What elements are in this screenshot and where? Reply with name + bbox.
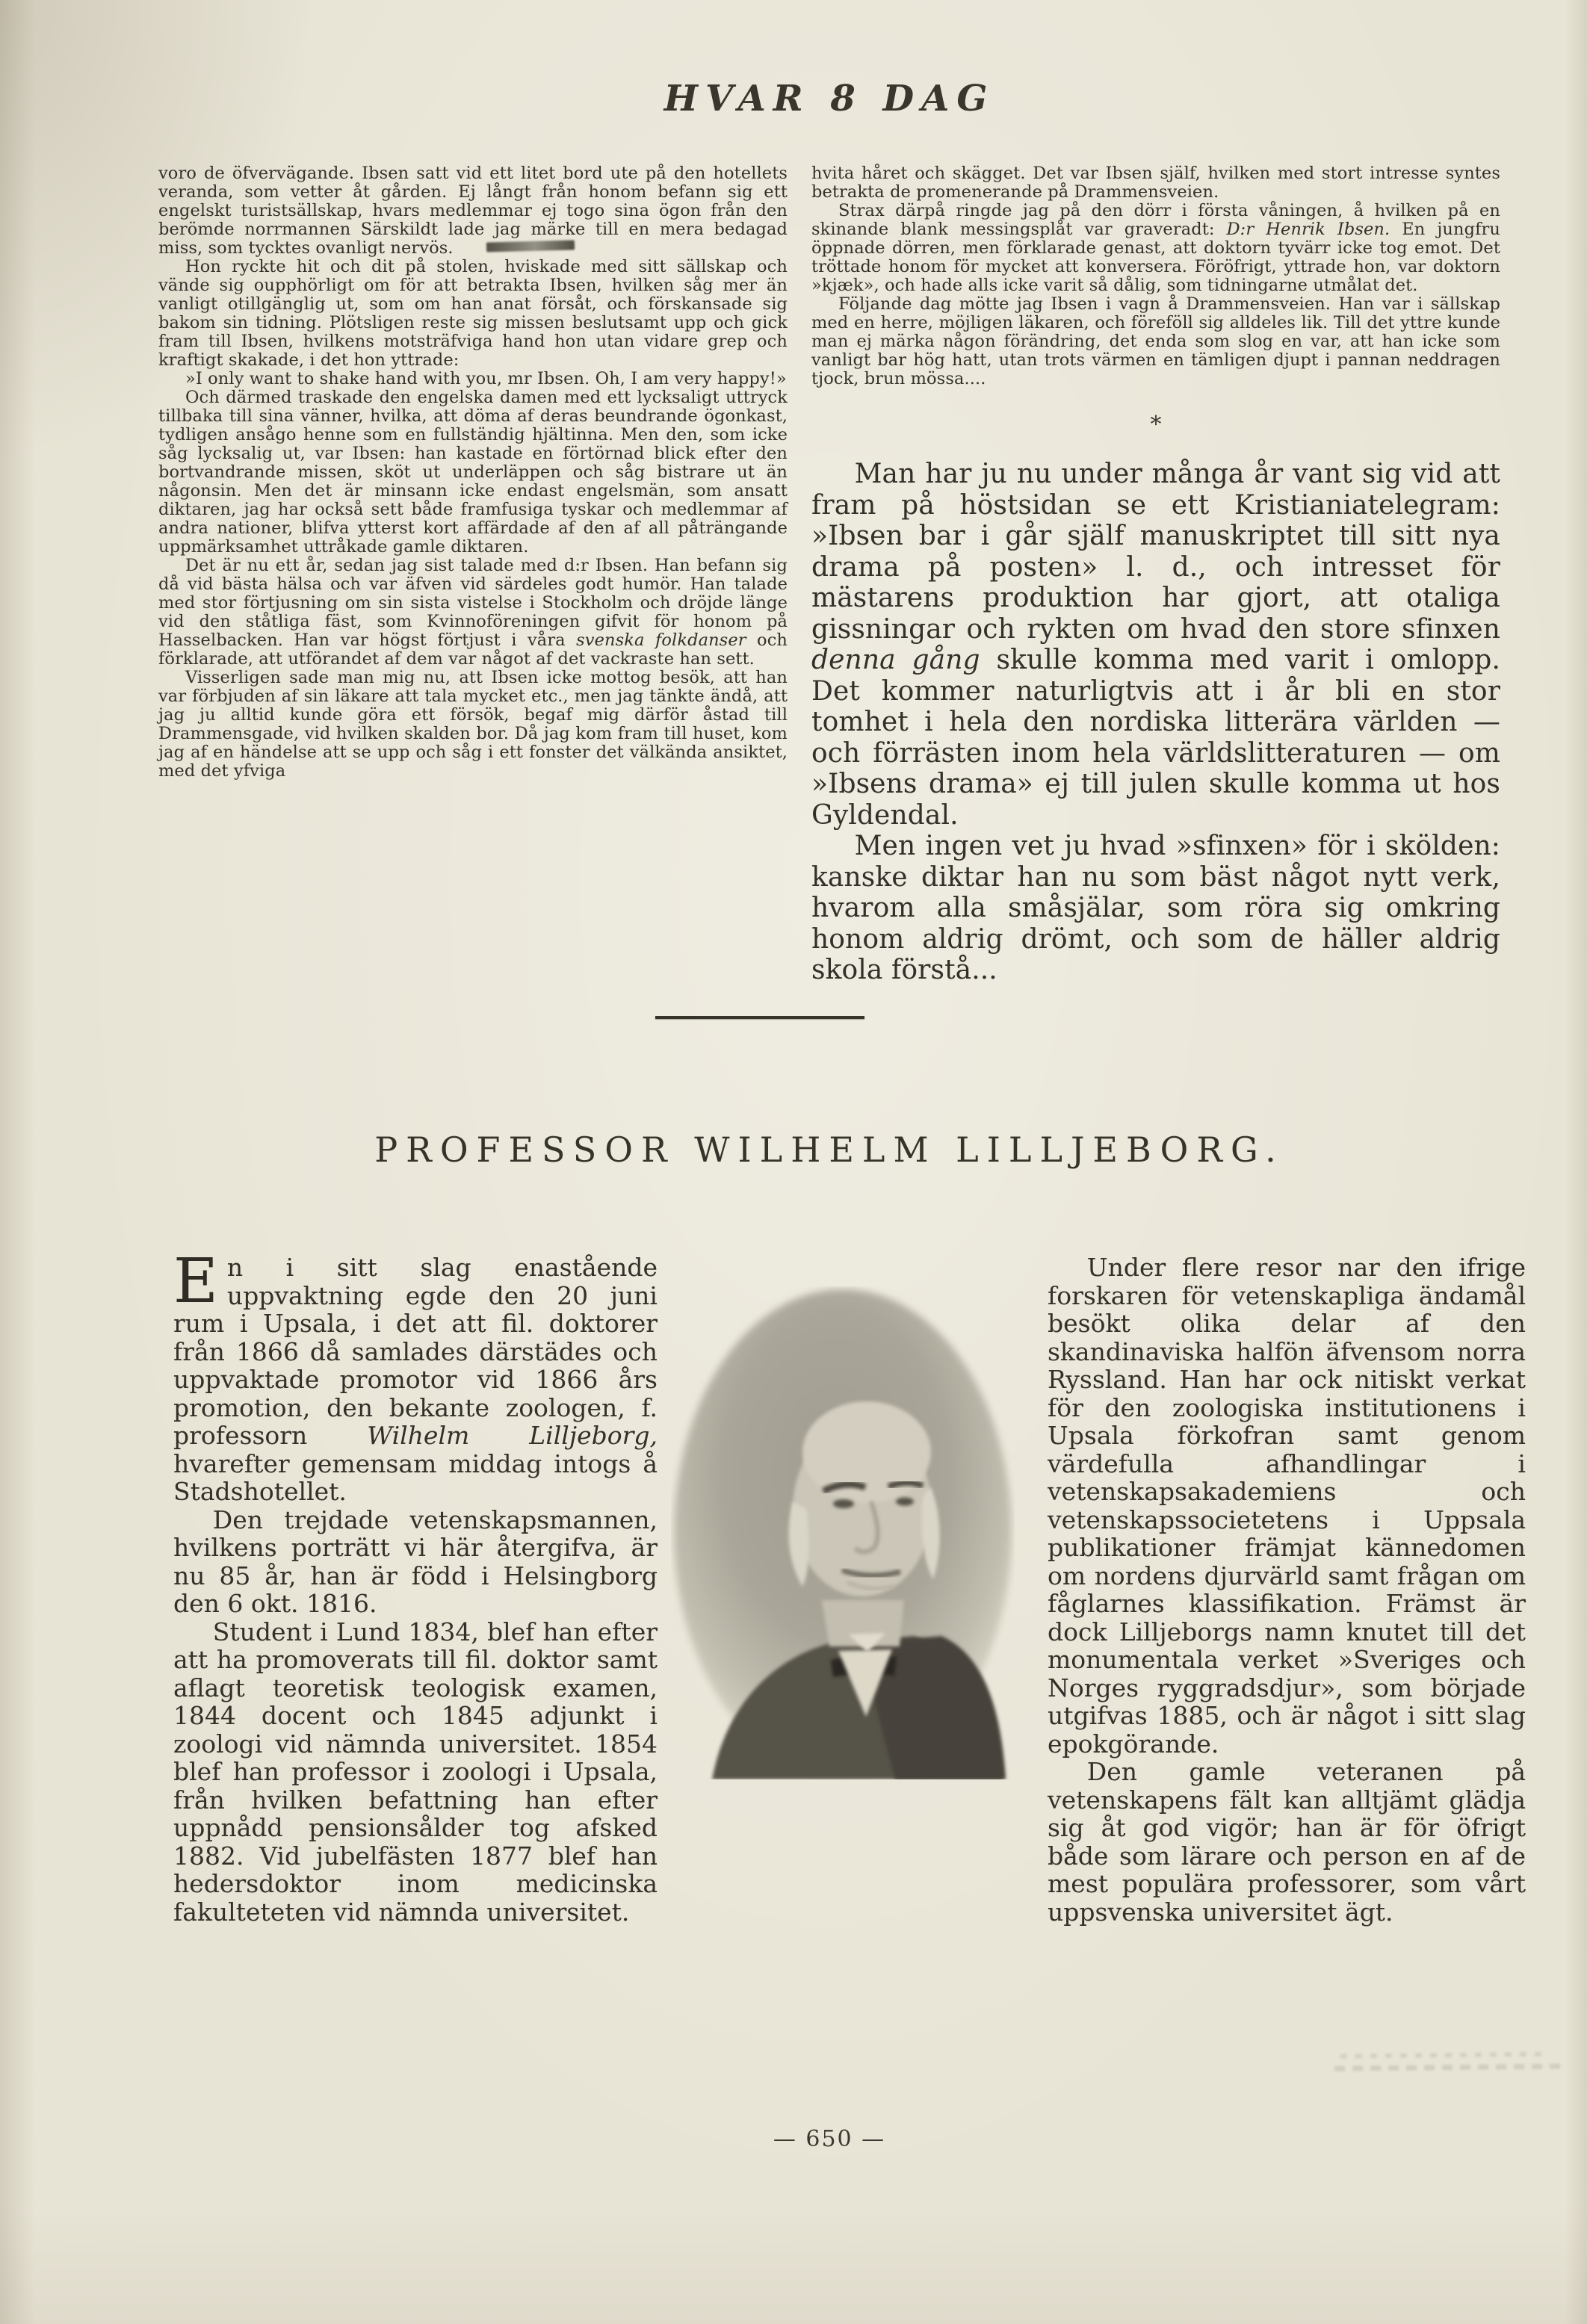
text-run: Under flere resor nar den ifrige forskaren för vetenskapliga ändamål besökt olika delar af den skandinaviska halfön äfvensom norra Ryssland. Han har ock nitiskt verkat för den zoologiska institutionens i Upsala förkofran samt genom värdefulla afhandlingar i vetenskapsakademiens och vetenskapssocietetens i Uppsala publikationer främjat kännedomen om nordens djurvärld samt frågan om fåglarnes klassifikation. Främst är dock Lilljeborgs namn knutet till det monumentala verket »Sveriges och Norges ryggradsdjur», som började utgifvas 1885, och är något i sitt slag epokgörande. <box>1048 1253 1526 1759</box>
paragraph <box>811 831 1500 986</box>
article-ibsen-right-column <box>811 164 1500 986</box>
asterisk-separator: * <box>1150 412 1162 438</box>
portrait-photo-wilhelm-lilljeborg <box>671 1286 1015 1779</box>
text-run: Hon ryckte hit och dit på stolen, hviskade med sitt sällskap och vände sig oupphörligt om för att betrakta Ibsen, hvilken såg mer än vanligt otillgänglig ut, som om han anat försåt, och förskansade sig bakom sin tidning. Plötsligen reste sig missen beslutsamt upp och gick fram till Ibsen, hvilkens motsträfviga hand hon utan vidare grep och kraftigt skakade, i det hon yttrade: <box>158 257 788 370</box>
italic-text-run: svenska folkdanser <box>576 630 746 650</box>
paragraph <box>811 295 1500 388</box>
italic-text-run: Wilhelm Lilljeborg, <box>367 1421 658 1450</box>
article-ibsen-right-small <box>811 164 1500 388</box>
drop-cap: E <box>173 1246 218 1317</box>
paragraph <box>1048 1254 1526 1758</box>
text-run: »I only want to shake hand with you, mr Ibsen. Oh, I am very happy!» <box>185 369 787 388</box>
text-run: och förklarade, att utförandet af dem var något af det vackraste han sett. <box>158 630 788 669</box>
paragraph <box>811 459 1500 831</box>
text-run: Student i Lund 1834, blef han efter att ha promoverats till fil. doktor samt aflagt teoretisk teologisk examen, 1844 docent och 1845 adjunkt i zoologi vid nämnda universitet. 1854 blef han professor i zoologi i Upsala, från hvilken befattning han efter uppnådd pensionsålder tog afsked 1882. Vid jubelfästen 1877 blef han hedersdoktor inom medicinska fakulteteten vid nämnda universitet. <box>173 1617 658 1927</box>
text-run: Man har ju nu under många år vant sig vid att fram på höstsidan se ett Kristianiatelegram: »Ibsen bar i går själf manuskriptet till sitt nya drama på posten» l. d., och intresset för mästarens produktion har gjort, att otaliga gissningar och rykten om hvad den store sfinxen <box>811 459 1500 645</box>
paragraph <box>173 1246 658 1506</box>
text-run: En jungfru öppnade dörren, men förklarade genast, att doktorn tyvärr icke tog emot. Det tröttade honom för mycket att konversera. Föröfrigt, yttrade hon, var doktorn »kjæk», och hade alls icke varit så dålig, som tidningarne utmålat det. <box>811 220 1500 295</box>
text-run: Strax därpå ringde jag på den dörr i första våningen, å hvilken på en skinande blank messingsplåt var graveradt: <box>811 201 1500 239</box>
article-lilljeborg-right-column <box>1048 1254 1526 1926</box>
paragraph <box>173 1506 658 1618</box>
text-run: hvita håret och skägget. Det var Ibsen själf, hvilken med stort intresse syntes betrakta de promenerande på Drammensveien. <box>811 164 1500 202</box>
paragraph <box>158 370 788 388</box>
text-run: Den gamle veteranen på vetenskapens fält kan alltjämt glädja sig åt god vigör; han är för öfrigt både som lärare och person en af de mest populära professorer, som vårt uppsvenska universitet ägt. <box>1048 1757 1526 1927</box>
text-run: Följande dag mötte jag Ibsen i vagn å Drammensveien. Han var i sällskap med en herre, möjligen läkaren, och föreföll sig alldeles lik. Till det yttre kunde man ej märka någon förändring, det enda som slog en var, att han icke som vanligt bar hög hatt, utan trots värmen en tämligen djupt i pannan neddragen tjock, brun mössa.... <box>811 294 1500 388</box>
paragraph <box>158 388 788 557</box>
paragraph <box>158 557 788 669</box>
text-run: Visserligen sade man mig nu, att Ibsen icke mottog besök, att han var förbjuden af sin läkare att tala mycket etc., men jag tänkte ändå, att jag ju alltid kunde göra ett försök, begaf mig därför åstad till Drammensgade, vid hvilken skalden bor. Då jag kom fram till huset, kom jag af en händelse att se upp och såg i ett fonster det välkända ansiktet, med det yfviga <box>158 668 788 781</box>
text-run: skulle komma med varit i omlopp. Det kommer naturligtvis att i år bli en stor tomhet i hela den nordiska litterära världen — och förrästen inom hela världslitteraturen — om »Ibsens drama» ej till julen skulle komma ut hos Gyldendal. <box>811 645 1500 831</box>
article-ibsen-right-large <box>811 459 1500 986</box>
italic-text-run: denna gång <box>811 645 980 675</box>
paragraph <box>173 1618 658 1927</box>
article-title-lilljeborg: PROFESSOR WILHELM LILLJEBORG. <box>374 1130 1284 1170</box>
paragraph <box>811 202 1500 295</box>
paragraph <box>158 258 788 370</box>
text-run: Det är nu ett år, sedan jag sist talade med d:r Ibsen. Han befann sig då vid bästa hälsa och var äfven vid särdeles godt humör. Han talade med stor förtjusning om sin sista vistelse i Stockholm och dröjde länge vid den ståtliga fäst, som Kvinnoföreningen gifvit för honom på Hasselbacken. Han var högst förtjust i våra <box>158 556 788 650</box>
text-run: hvarefter gemensam middag intogs å Stadshotellet. <box>173 1448 658 1506</box>
article-lilljeborg-left-column <box>173 1246 658 1927</box>
oval-portrait-photo <box>671 1286 1015 1779</box>
article-ibsen-left-column <box>158 164 788 781</box>
paragraph <box>811 164 1500 202</box>
text-run: voro de öfvervägande. Ibsen satt vid ett litet bord ute på den hotellets veranda, som vetter åt gården. Ej långt från honom befann sig ett engelskt turistsällskap, hvars medlemmar ej togo sina ögon från den berömde norrmannen Särskildt lade jag märke till en mera bedagad miss, som tycktes ovanligt nervös. <box>158 164 788 258</box>
text-run: Och därmed traskade den engelska damen med ett lycksaligt uttryck tillbaka till sina vänner, hvilka, att döma af deras beundrande ögonkast, tydligen ansågo henne som en fullständig hjältinna. Men den, som icke såg lycksalig ut, var Ibsen: han kastade en förtörnad blick efter den bortvandrande missen, sköt ut underläppen och såg bistrare ut än någonsin. Men det är minsann icke endast engelsmän, som ansatt diktaren, jag har också sett både framfusiga tyskar och medlemmar af andra nationer, blifva ytterst kort affärdade af den af all påträngande uppmärksamhet uttråkade gamle diktaren. <box>158 388 788 557</box>
faint-print-through-marks <box>1334 2044 1566 2077</box>
article-divider-rule <box>655 1016 864 1019</box>
text-run: Men ingen vet ju hvad »sfinxen» för i skölden: kanske diktar han nu som bäst något nytt verk, hvarom alla småsjälar, som röra sig omkring honom aldrig drömt, och som de häller aldrig skola förstå... <box>811 831 1500 985</box>
italic-text-run: D:r Henrik Ibsen. <box>1226 220 1390 239</box>
paragraph <box>1048 1758 1526 1926</box>
page-number: — 650 — <box>773 2126 886 2152</box>
text-run: n i sitt slag enastående uppvaktning egde den 20 juni rum i Upsala, i det att fil. doktorer från 1866 då samlades därstädes och uppvaktade promotor vid 1866 års promotion, den bekante zoologen, f. professorn <box>173 1253 658 1450</box>
magazine-masthead: HVAR 8 DAG <box>663 78 995 120</box>
paragraph <box>158 669 788 781</box>
text-run: Den trejdade vetenskapsmannen, hvilkens porträtt vi här återgifva, är nu 85 år, han är född i Helsingborg den 6 okt. 1816. <box>173 1505 658 1618</box>
ink-smudge <box>486 240 574 252</box>
paragraph <box>158 164 788 258</box>
